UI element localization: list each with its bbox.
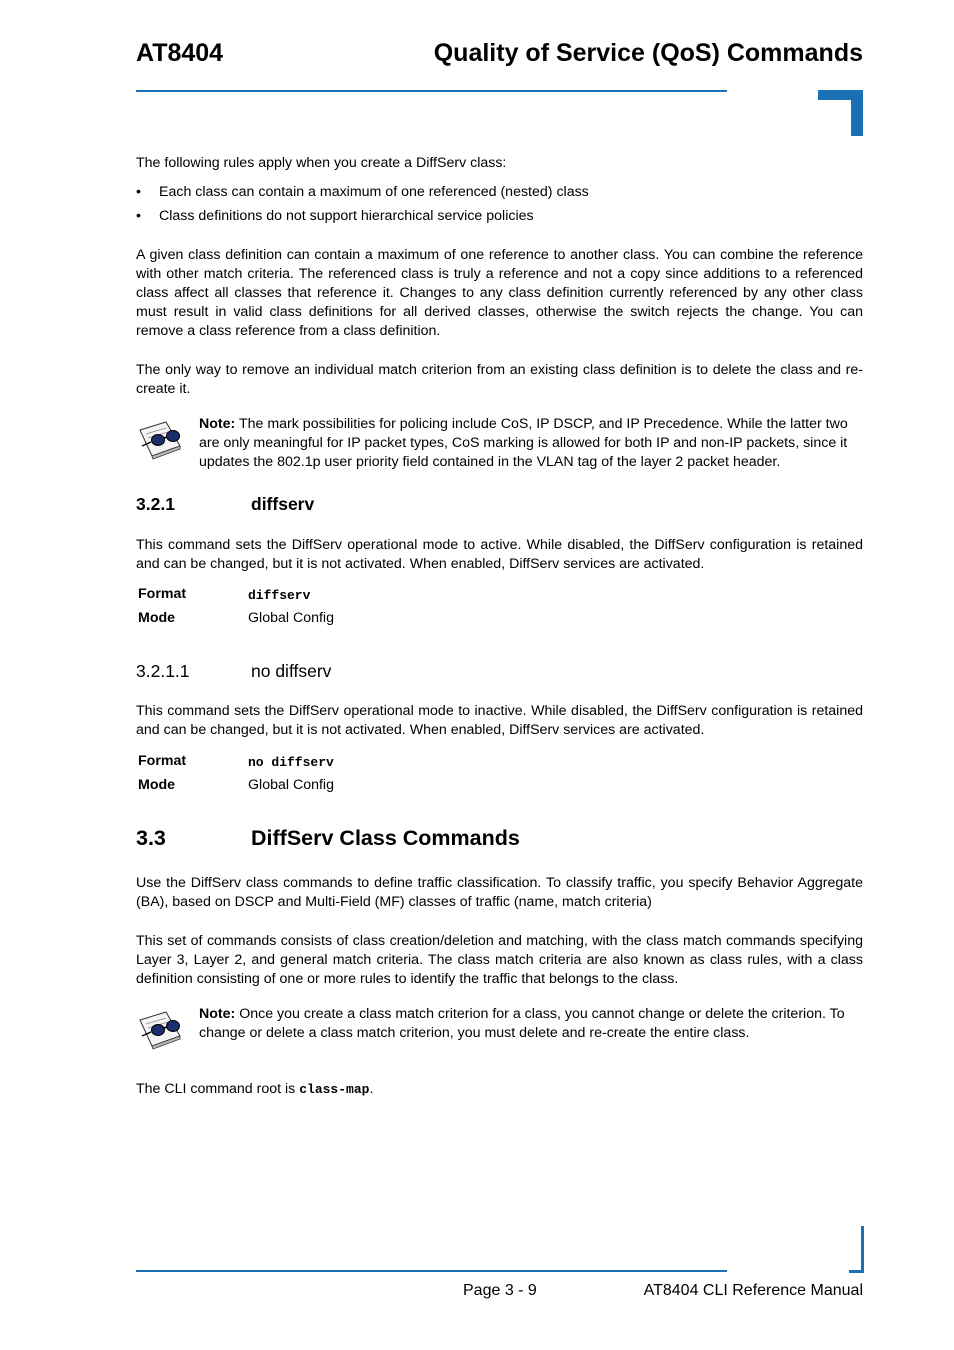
header-corner-mark <box>818 90 863 136</box>
format-label: Format <box>138 586 187 602</box>
note-glasses-icon <box>136 416 184 460</box>
footer-rule <box>136 1270 727 1272</box>
mode-label: Mode <box>138 610 176 626</box>
section-body: This set of commands consists of class creation/deletion and matching, with the class match commands specifying Layer 3, Layer 2, and general match criteria. The class match criteria are also known as class rules, with a class definition consisting of one or more rules to identify the traffic that belongs to the class. <box>136 933 863 987</box>
footer-corner-mark <box>849 1226 864 1273</box>
intro-paragraph: The only way to remove an individual match criterion from an existing class definition is to delete the class and re-create it. <box>136 362 863 397</box>
manual-title: AT8404 CLI Reference Manual <box>643 1282 863 1299</box>
section-title: no diffserv <box>251 661 332 681</box>
cli-root-command: class-map <box>299 1082 370 1097</box>
list-item-text: Each class can contain a maximum of one referenced (nested) class <box>159 184 589 200</box>
section-number: 3.3 <box>136 826 166 850</box>
section-heading <box>136 826 856 856</box>
intro-lead: The following rules apply when you create a DiffServ class: <box>136 155 507 171</box>
note-body: Once you create a class match criterion for a class, you cannot change or delete the criterion. To change or delete a class match criterion, you must delete and re-create the entire class. <box>199 1006 845 1041</box>
section-number: 3.2.1.1 <box>136 661 190 681</box>
header-chapter-title: Quality of Service (QoS) Commands <box>433 39 863 67</box>
note-label: Note: <box>199 1006 236 1022</box>
bullet-icon: • <box>136 184 141 200</box>
section-title: diffserv <box>251 494 315 514</box>
cli-root-line <box>136 1080 373 1099</box>
page-number: Page 3 - 9 <box>463 1282 537 1299</box>
note-glasses-icon <box>136 1006 184 1050</box>
note-text <box>199 1005 863 1043</box>
cli-root-prefix: The CLI command root is <box>136 1081 300 1097</box>
bullet-icon: • <box>136 208 141 224</box>
intro-paragraph: A given class definition can contain a maximum of one reference to another class. You can combine the reference with other match criteria. The referenced class is truly a reference and not a copy since additions to a referenced class affect all classes that reference it. Changes to any class definition currently referenced by any other class must result in valid class definitions for all derived classes, otherwise the switch rejects the change. You can remove a class reference from a class definition. <box>136 247 863 339</box>
section-heading <box>136 494 836 518</box>
mode-value: Global Config <box>248 777 334 793</box>
format-value: diffserv <box>248 588 311 603</box>
section-number: 3.2.1 <box>136 494 175 514</box>
section-title: DiffServ Class Commands <box>251 826 520 850</box>
list-item-text: Class definitions do not support hierarchical service policies <box>159 208 534 224</box>
mode-label: Mode <box>138 777 176 793</box>
mode-value: Global Config <box>248 610 334 626</box>
format-value: no diffserv <box>248 755 334 770</box>
section-body: Use the DiffServ class commands to define traffic classification. To classify traffic, you specify Behavior Aggregate (BA), based on DSCP and Multi-Field (MF) classes of traffic (name, match criteria) <box>136 875 863 910</box>
header-rule <box>136 90 727 92</box>
section-body: This command sets the DiffServ operational mode to inactive. While disabled, the DiffServ configuration is retained and can be changed, but it is not activated. When enabled, DiffServ services are activated. <box>136 703 863 738</box>
format-label: Format <box>138 753 187 769</box>
subsection-heading <box>136 661 836 685</box>
section-body: This command sets the DiffServ operational mode to active. While disabled, the DiffServ configuration is retained and can be changed, but it is not activated. When enabled, DiffServ services are activated. <box>136 537 863 572</box>
note-label: Note: <box>199 416 236 432</box>
cli-root-suffix: . <box>369 1081 374 1097</box>
note-text <box>199 415 863 472</box>
header-product: AT8404 <box>136 39 224 67</box>
note-body: The mark possibilities for policing include CoS, IP DSCP, and IP Precedence. While the latter two are only meaningful for IP packet types, CoS marking is allowed for both IP and non-IP packets, since it updates the 802.1p user priority field contained in the VLAN tag of the layer 2 packet header. <box>199 416 848 470</box>
